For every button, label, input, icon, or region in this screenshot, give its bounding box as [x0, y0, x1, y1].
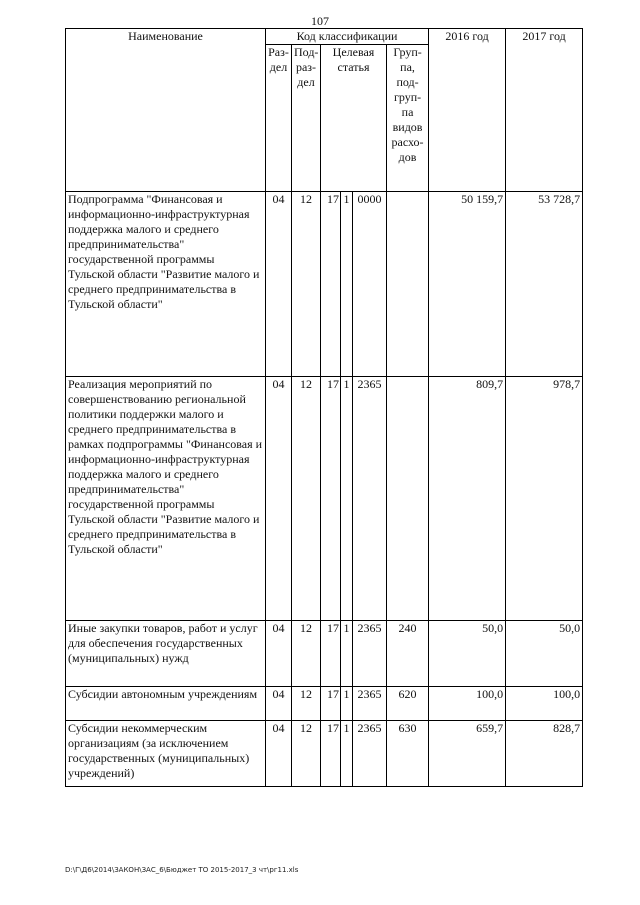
row-2017: 978,7 [506, 377, 583, 621]
row-razdel: 04 [266, 377, 292, 621]
page-number: 107 [311, 14, 329, 28]
row-razdel: 04 [266, 721, 292, 787]
table-row [66, 377, 583, 621]
row-cs2: 1 [341, 721, 353, 787]
row-2016: 50,0 [429, 621, 506, 687]
row-cs1: 17 [321, 687, 341, 721]
row-cs2: 1 [341, 377, 353, 621]
footer-file-path: D:\Г\Д6\2014\ЗАКОН\ЗАС_6\Бюджет ТО 2015-2017_3 чт\рг11.xls [65, 866, 299, 874]
header-section: Раз- дел [266, 45, 292, 192]
row-cs3: 2365 [353, 377, 387, 621]
row-podrazdel: 12 [292, 377, 321, 621]
header-name: Наименование [66, 29, 266, 192]
row-2016: 809,7 [429, 377, 506, 621]
row-2017: 50,0 [506, 621, 583, 687]
row-podrazdel: 12 [292, 687, 321, 721]
budget-table [65, 28, 583, 787]
row-cs1: 17 [321, 721, 341, 787]
row-2017: 828,7 [506, 721, 583, 787]
row-name: Субсидии некоммерческим организациям (за исключением государственных (муниципальных) учреждений) [66, 721, 266, 787]
row-vid: 630 [387, 721, 429, 787]
header-subsection: Под- раз- дел [292, 45, 321, 192]
row-cs3: 2365 [353, 687, 387, 721]
row-cs1: 17 [321, 377, 341, 621]
row-cs1: 17 [321, 621, 341, 687]
table-row [66, 721, 583, 787]
row-cs3: 2365 [353, 721, 387, 787]
table-row [66, 621, 583, 687]
row-vid [387, 377, 429, 621]
header-code: Код классификации [266, 29, 429, 45]
row-2016: 100,0 [429, 687, 506, 721]
row-podrazdel: 12 [292, 192, 321, 377]
row-podrazdel: 12 [292, 721, 321, 787]
row-vid [387, 192, 429, 377]
row-razdel: 04 [266, 192, 292, 377]
header-2016: 2016 год [429, 29, 506, 192]
row-name: Субсидии автономным учреждениям [66, 687, 266, 721]
row-cs1: 17 [321, 192, 341, 377]
row-vid: 620 [387, 687, 429, 721]
header-2017: 2017 год [506, 29, 583, 192]
row-razdel: 04 [266, 621, 292, 687]
row-2017: 53 728,7 [506, 192, 583, 377]
row-podrazdel: 12 [292, 621, 321, 687]
row-cs2: 1 [341, 192, 353, 377]
row-name: Иные закупки товаров, работ и услуг для обеспечения государственных (муниципальных) нужд [66, 621, 266, 687]
row-cs3: 0000 [353, 192, 387, 377]
header-target-article: Целевая статья [321, 45, 387, 192]
table-row [66, 192, 583, 377]
row-name: Подпрограмма "Финансовая и информационно-инфраструктурная поддержка малого и среднего предпринимательства" государственной программы Тульской области "Развитие малого и среднего предпринимательства в Тульской области" [66, 192, 266, 377]
row-2017: 100,0 [506, 687, 583, 721]
row-2016: 50 159,7 [429, 192, 506, 377]
row-razdel: 04 [266, 687, 292, 721]
header-expense-group: Груп- па, под- груп- па видов расхо- дов [387, 45, 429, 192]
table-row [66, 687, 583, 721]
row-cs2: 1 [341, 687, 353, 721]
row-vid: 240 [387, 621, 429, 687]
row-cs2: 1 [341, 621, 353, 687]
row-name: Реализация мероприятий по совершенствованию региональной политики поддержки малого и среднего предпринимательства в рамках подпрограммы "Финансовая и информационно-инфраструктурная поддержка малого и среднего предпринимательства" государственной программы Тульской области "Развитие малого и среднего предпринимательства в Тульской области" [66, 377, 266, 621]
row-cs3: 2365 [353, 621, 387, 687]
row-2016: 659,7 [429, 721, 506, 787]
